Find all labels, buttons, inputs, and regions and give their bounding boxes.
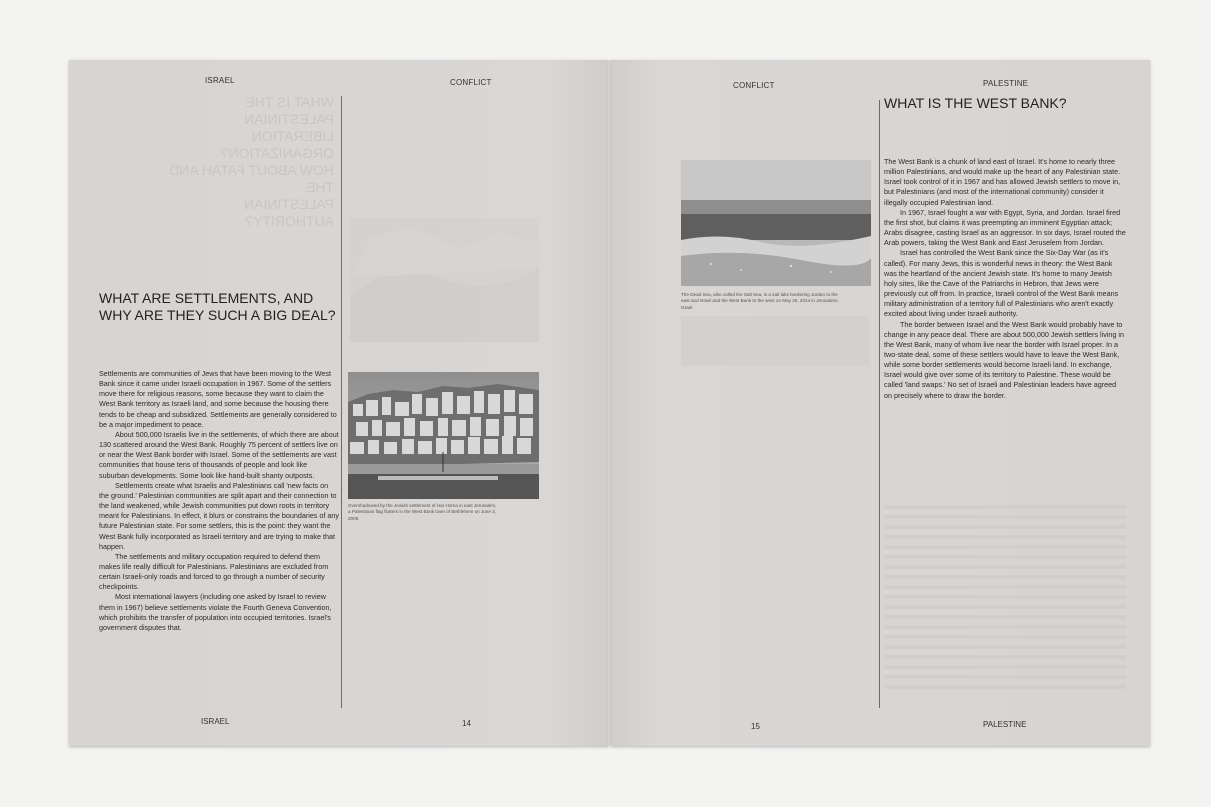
column-rule bbox=[341, 96, 342, 708]
har-homa-photo bbox=[348, 372, 539, 499]
paragraph: The border between Israel and the West Bank would probably have to change in any peace deal. There are about 500,000 Jewish settlers living in the West Bank, many of whom live near the border with Israel proper. In a two-state deal, some of these settlers would have to leave the West Bank, while some border settlements would become Israeli land. In exchange, Israel would give over some of its territory to Palestine. These would be called 'land swaps.' No set of Israeli and Palestinian leaders have agreed on precisely where to draw the border. bbox=[884, 319, 1125, 400]
west-bank-headline: WHAT IS THE WEST BANK? bbox=[884, 95, 1067, 111]
footer-palestine: PALESTINE bbox=[983, 720, 1027, 729]
paragraph: Settlements are communities of Jews that have been moving to the West Bank since it came under Israeli occupation in 1967. Some of the settlers move there for religious reasons, some because they want to claim the West Bank territory as Israeli land, and some because the housing there tends to be cheap and subsidized. Settlements are generally considered to be a major impediment to peace. bbox=[99, 369, 337, 429]
show-through-text bbox=[884, 505, 1126, 695]
ghost-line-4: PALESTINIAN AUTHORITY? bbox=[244, 196, 334, 229]
show-through-image bbox=[350, 218, 539, 342]
running-head-conflict-right: CONFLICT bbox=[733, 81, 775, 90]
west-bank-article-body bbox=[884, 157, 1126, 401]
har-homa-caption: Overshadowed by the Jewish settlement of Har Homa in east Jerusalem, a Palestinian flag flutters in the West Bank town of Bethlehem on June 2, 2009. bbox=[348, 503, 497, 521]
magazine-spread bbox=[69, 60, 1150, 746]
paragraph: Most international lawyers (including one asked by Israel to review them in 1967) believe settlements violate the Fourth Geneva Convention, which prohibits the transfer of population into occupied territories. Israel's government disputes that. bbox=[99, 592, 332, 632]
settlements-headline bbox=[99, 290, 339, 324]
paragraph: Settlements create what Israelis and Palestinians call 'new facts on the ground.' Palestinian communities are split apart and their connection to the land weakened, while Jewish communities put down roots in territory meant for Palestinians. In effect, it blurs or constrains the boundaries of any future Palestinian state. For some settlers, this is the point: they want the West Bank fully incorporated as Israeli territory and are trying to make that happen. bbox=[99, 480, 339, 551]
running-head-conflict: CONFLICT bbox=[450, 78, 492, 87]
dead-sea-caption: The Dead Sea, also called the Salt Sea, is a salt lake bordering Jordan to the east and Israel and the West Bank to the west on May 20, 2014 in Jerusalem, Israel. bbox=[681, 292, 839, 310]
paragraph: In 1967, Israel fought a war with Egypt, Syria, and Jordan. Israel fired the first shot, but claims it was preempting an imminent Egyptian attack; Arabs disagree, casting Israel as an aggressor. In six days, Israel routed the Arab powers, taking the West Bank and East Jeruselem from Jordan. bbox=[884, 207, 1126, 248]
left-page bbox=[69, 60, 609, 746]
column-rule-right bbox=[879, 100, 880, 708]
running-head-israel: ISRAEL bbox=[205, 76, 235, 85]
ghost-line-1: WHAT IS THE PALESTINIAN bbox=[244, 94, 334, 127]
paragraph: About 500,000 Israelis live in the settlements, of which there are about 130 scattered around the West Bank. Roughly 75 percent of settlers live on or near the West Bank border with Israel. Some of the settlements are vast communities that house tens of thousands of people and look like suburban developments. Some look like hand-built shanty outposts. bbox=[99, 429, 339, 480]
headline-line-2: WHY ARE THEY SUCH A BIG DEAL? bbox=[99, 307, 336, 323]
right-page bbox=[611, 60, 1150, 746]
ghost-line-2: LIBERATION ORGANIZATION? bbox=[220, 128, 334, 161]
paragraph: Israel has controlled the West Bank since the Six-Day War (as it's called). For many Jews, this is wonderful news in theory: the West Bank was the heartland of the ancient Jewish state. It's home to many Jewish holy sites, like the Cave of the Patriarchs in Hebron, that Jews were previously cut off from. In practice, Israeli control of the West Bank means military administration of a territory full of Palestinians who aren't exactly excited about living under Israeli authority. bbox=[884, 248, 1119, 319]
footer-israel: ISRAEL bbox=[201, 717, 230, 726]
running-head-palestine: PALESTINE bbox=[983, 79, 1029, 88]
headline-line-1: WHAT ARE SETTLEMENTS, AND bbox=[99, 290, 314, 306]
ghost-line-3: HOW ABOUT FATAH AND THE bbox=[169, 162, 334, 195]
settlements-article-body bbox=[99, 369, 339, 633]
paragraph: The West Bank is a chunk of land east of Israel. It's home to nearly three million Palestinians, and would make up the heart of any Palestinian state. Israel took control of it in 1967 and has allowed Jewish settlers to move in, but Palestinians (and most of the international community) consider it illegally occupied Palestinian land. bbox=[884, 157, 1121, 207]
page-number-14: 14 bbox=[462, 719, 471, 728]
show-through-title bbox=[154, 94, 334, 230]
paragraph: The settlements and military occupation required to defend them makes life really difficult for Palestinians. Palestinians are excluded from certain Israeli-only roads and forced to go through a number of security checkpoints. bbox=[99, 551, 329, 592]
page-number-15: 15 bbox=[751, 722, 760, 731]
dead-sea-photo bbox=[681, 160, 871, 286]
show-through-image-right bbox=[681, 316, 869, 366]
